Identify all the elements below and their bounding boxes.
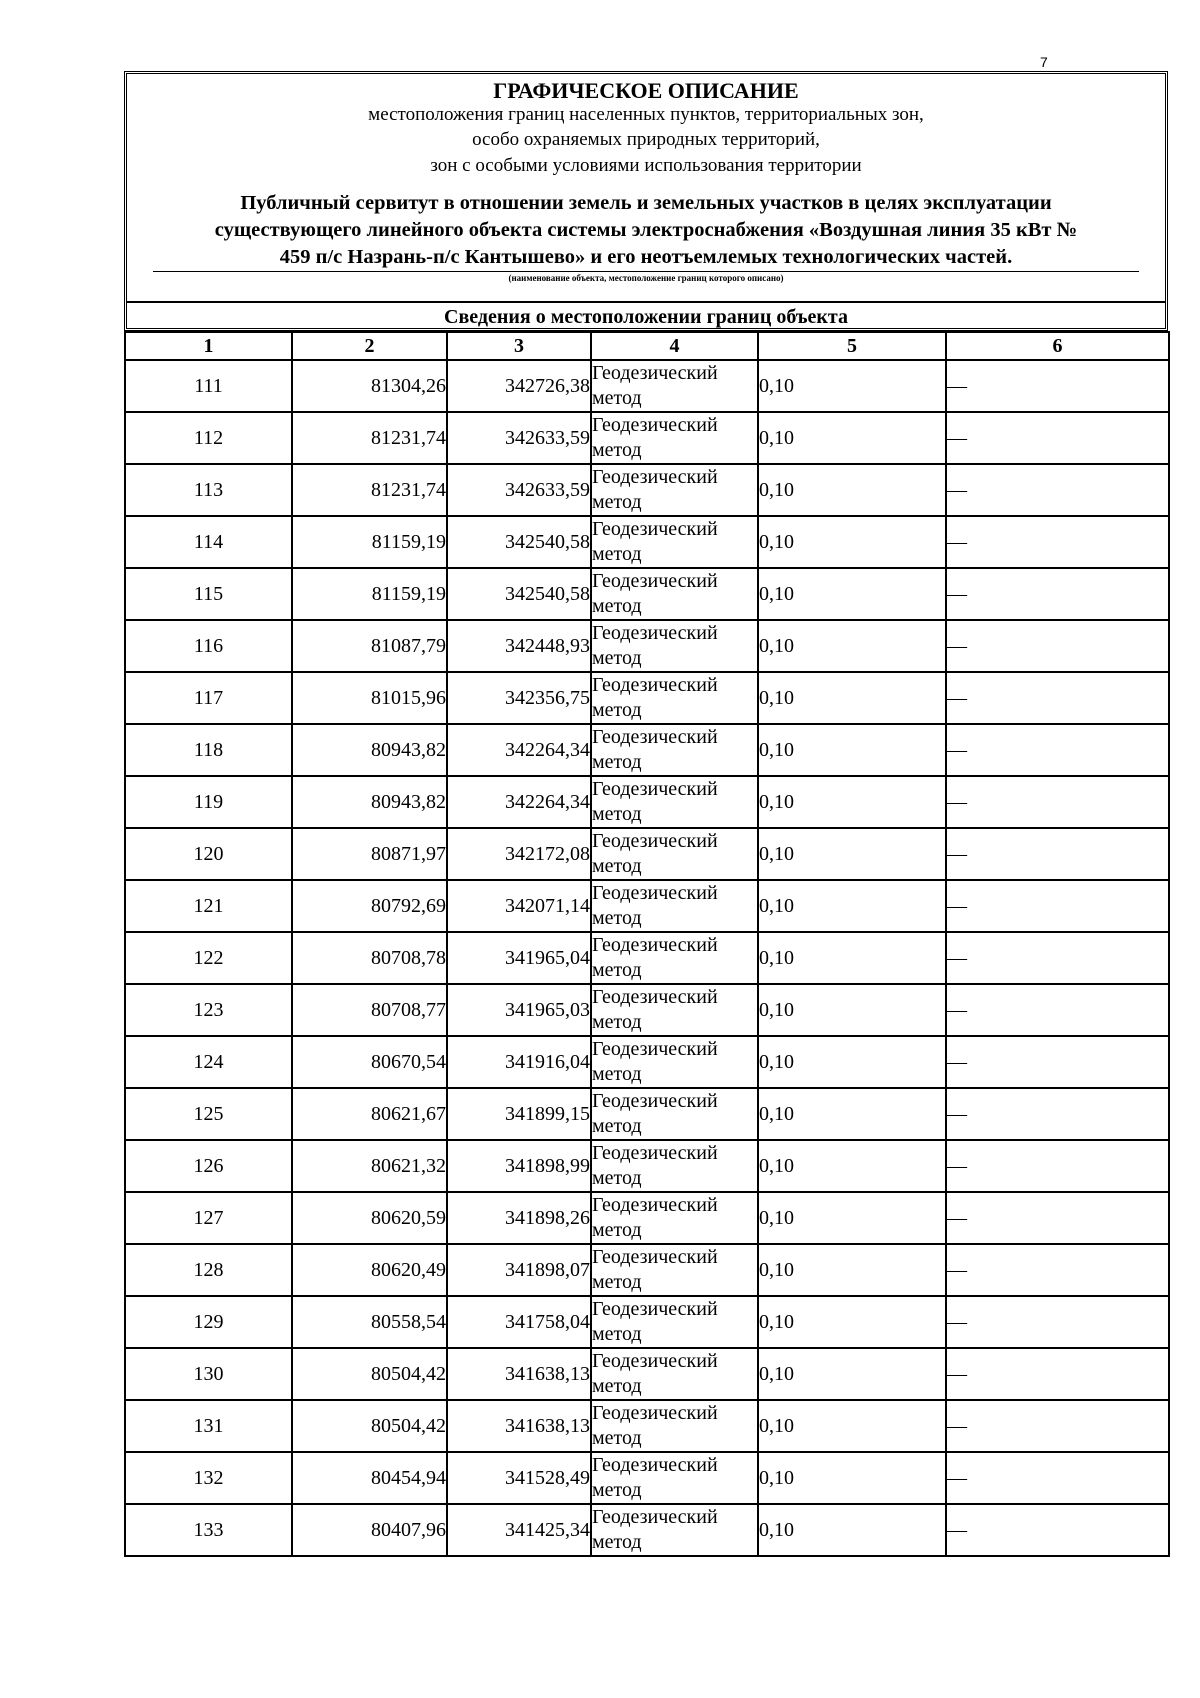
description-cell xyxy=(946,1400,1169,1452)
dash-mark: — xyxy=(947,790,967,813)
document-header xyxy=(124,71,1168,331)
column-header: 1 xyxy=(125,332,292,360)
point-number-cell: 127 xyxy=(125,1192,292,1244)
dash-mark: — xyxy=(947,1362,967,1385)
point-number-cell: 113 xyxy=(125,464,292,516)
table-row xyxy=(125,1088,1169,1140)
dash-mark: — xyxy=(947,1466,967,1489)
column-header: 4 xyxy=(591,332,758,360)
accuracy-cell: 0,10 xyxy=(758,1348,946,1400)
description-cell xyxy=(946,360,1169,412)
table-row xyxy=(125,828,1169,880)
y-coordinate-cell: 341965,03 xyxy=(447,984,591,1036)
subtitle-line: зон с особыми условиями использования территории xyxy=(430,155,862,176)
description-cell xyxy=(946,1036,1169,1088)
x-coordinate-cell: 81304,26 xyxy=(292,360,447,412)
point-number-cell: 121 xyxy=(125,880,292,932)
accuracy-cell: 0,10 xyxy=(758,568,946,620)
dash-mark: — xyxy=(947,1310,967,1333)
section-divider xyxy=(127,301,1165,303)
page-number: 7 xyxy=(1040,54,1048,70)
subtitle-line: особо охраняемых природных территорий, xyxy=(472,129,820,150)
y-coordinate-cell: 341898,99 xyxy=(447,1140,591,1192)
table-row xyxy=(125,932,1169,984)
point-number-cell: 119 xyxy=(125,776,292,828)
dash-mark: — xyxy=(947,1414,967,1437)
x-coordinate-cell: 81159,19 xyxy=(292,568,447,620)
object-name-note: (наименование объекта, местоположение границ которого описано) xyxy=(508,273,784,283)
method-cell: Геодезический метод xyxy=(591,724,758,776)
column-header: 5 xyxy=(758,332,946,360)
coordinates-table xyxy=(124,331,1170,1557)
method-cell: Геодезический метод xyxy=(591,360,758,412)
accuracy-cell: 0,10 xyxy=(758,620,946,672)
description-cell xyxy=(946,880,1169,932)
table-row xyxy=(125,776,1169,828)
method-cell: Геодезический метод xyxy=(591,828,758,880)
description-cell xyxy=(946,620,1169,672)
y-coordinate-cell: 342540,58 xyxy=(447,516,591,568)
point-number-cell: 125 xyxy=(125,1088,292,1140)
document-title: ГРАФИЧЕСКОЕ ОПИСАНИЕ xyxy=(493,78,799,103)
table-row xyxy=(125,1244,1169,1296)
description-cell xyxy=(946,1088,1169,1140)
table-row xyxy=(125,1400,1169,1452)
description-cell xyxy=(946,776,1169,828)
accuracy-cell: 0,10 xyxy=(758,1244,946,1296)
dash-mark: — xyxy=(947,946,967,969)
description-cell xyxy=(946,1140,1169,1192)
x-coordinate-cell: 80943,82 xyxy=(292,724,447,776)
point-number-cell: 116 xyxy=(125,620,292,672)
y-coordinate-cell: 342264,34 xyxy=(447,776,591,828)
object-name-line: существующего линейного объекта системы электроснабжения «Воздушная линия 35 кВт № xyxy=(214,219,1078,241)
point-number-cell: 133 xyxy=(125,1504,292,1556)
dash-mark: — xyxy=(947,634,967,657)
table-row xyxy=(125,672,1169,724)
dash-mark: — xyxy=(947,1154,967,1177)
description-cell xyxy=(946,516,1169,568)
description-cell xyxy=(946,1452,1169,1504)
dash-mark: — xyxy=(947,374,967,397)
method-cell: Геодезический метод xyxy=(591,1244,758,1296)
y-coordinate-cell: 341425,34 xyxy=(447,1504,591,1556)
y-coordinate-cell: 342540,58 xyxy=(447,568,591,620)
accuracy-cell: 0,10 xyxy=(758,1400,946,1452)
method-cell: Геодезический метод xyxy=(591,932,758,984)
point-number-cell: 131 xyxy=(125,1400,292,1452)
table-row xyxy=(125,1192,1169,1244)
accuracy-cell: 0,10 xyxy=(758,1452,946,1504)
x-coordinate-cell: 80454,94 xyxy=(292,1452,447,1504)
method-cell: Геодезический метод xyxy=(591,464,758,516)
point-number-cell: 130 xyxy=(125,1348,292,1400)
dash-mark: — xyxy=(947,426,967,449)
accuracy-cell: 0,10 xyxy=(758,984,946,1036)
y-coordinate-cell: 341638,13 xyxy=(447,1400,591,1452)
y-coordinate-cell: 342071,14 xyxy=(447,880,591,932)
x-coordinate-cell: 81087,79 xyxy=(292,620,447,672)
dash-mark: — xyxy=(947,1518,967,1541)
x-coordinate-cell: 80407,96 xyxy=(292,1504,447,1556)
dash-mark: — xyxy=(947,478,967,501)
subtitle-line: местоположения границ населенных пунктов, территориальных зон, xyxy=(368,104,924,125)
table-row xyxy=(125,880,1169,932)
x-coordinate-cell: 81231,74 xyxy=(292,464,447,516)
object-name-line: Публичный сервитут в отношении земель и земельных участков в целях эксплуатации xyxy=(240,192,1052,214)
point-number-cell: 118 xyxy=(125,724,292,776)
description-cell xyxy=(946,984,1169,1036)
table-row xyxy=(125,724,1169,776)
table-row xyxy=(125,1452,1169,1504)
method-cell: Геодезический метод xyxy=(591,1504,758,1556)
y-coordinate-cell: 341638,13 xyxy=(447,1348,591,1400)
y-coordinate-cell: 342264,34 xyxy=(447,724,591,776)
table-header-row xyxy=(125,332,1169,360)
table-row xyxy=(125,984,1169,1036)
accuracy-cell: 0,10 xyxy=(758,516,946,568)
accuracy-cell: 0,10 xyxy=(758,776,946,828)
method-cell: Геодезический метод xyxy=(591,672,758,724)
dash-mark: — xyxy=(947,1206,967,1229)
y-coordinate-cell: 342356,75 xyxy=(447,672,591,724)
table-row xyxy=(125,568,1169,620)
dash-mark: — xyxy=(947,1102,967,1125)
description-cell xyxy=(946,724,1169,776)
method-cell: Геодезический метод xyxy=(591,568,758,620)
x-coordinate-cell: 80620,49 xyxy=(292,1244,447,1296)
dash-mark: — xyxy=(947,582,967,605)
y-coordinate-cell: 341528,49 xyxy=(447,1452,591,1504)
x-coordinate-cell: 80620,59 xyxy=(292,1192,447,1244)
x-coordinate-cell: 80504,42 xyxy=(292,1348,447,1400)
method-cell: Геодезический метод xyxy=(591,1192,758,1244)
dash-mark: — xyxy=(947,1050,967,1073)
point-number-cell: 128 xyxy=(125,1244,292,1296)
accuracy-cell: 0,10 xyxy=(758,1192,946,1244)
y-coordinate-cell: 342172,08 xyxy=(447,828,591,880)
x-coordinate-cell: 80504,42 xyxy=(292,1400,447,1452)
y-coordinate-cell: 341899,15 xyxy=(447,1088,591,1140)
description-cell xyxy=(946,1192,1169,1244)
point-number-cell: 124 xyxy=(125,1036,292,1088)
description-cell xyxy=(946,568,1169,620)
table-row xyxy=(125,1140,1169,1192)
table-row xyxy=(125,620,1169,672)
section-title: Сведения о местоположении границ объекта xyxy=(444,306,848,328)
accuracy-cell: 0,10 xyxy=(758,828,946,880)
x-coordinate-cell: 80943,82 xyxy=(292,776,447,828)
table-row xyxy=(125,464,1169,516)
description-cell xyxy=(946,932,1169,984)
point-number-cell: 126 xyxy=(125,1140,292,1192)
accuracy-cell: 0,10 xyxy=(758,360,946,412)
table-row xyxy=(125,360,1169,412)
x-coordinate-cell: 80621,32 xyxy=(292,1140,447,1192)
x-coordinate-cell: 80621,67 xyxy=(292,1088,447,1140)
accuracy-cell: 0,10 xyxy=(758,724,946,776)
dash-mark: — xyxy=(947,530,967,553)
table-row xyxy=(125,1504,1169,1556)
y-coordinate-cell: 341898,26 xyxy=(447,1192,591,1244)
description-cell xyxy=(946,828,1169,880)
method-cell: Геодезический метод xyxy=(591,880,758,932)
y-coordinate-cell: 341898,07 xyxy=(447,1244,591,1296)
description-cell xyxy=(946,1244,1169,1296)
y-coordinate-cell: 342726,38 xyxy=(447,360,591,412)
x-coordinate-cell: 81015,96 xyxy=(292,672,447,724)
dash-mark: — xyxy=(947,842,967,865)
x-coordinate-cell: 81159,19 xyxy=(292,516,447,568)
accuracy-cell: 0,10 xyxy=(758,464,946,516)
accuracy-cell: 0,10 xyxy=(758,1504,946,1556)
dash-mark: — xyxy=(947,686,967,709)
object-name-line: 459 п/с Назрань-п/с Кантышево» и его неотъемлемых технологических частей. xyxy=(279,246,1013,268)
y-coordinate-cell: 342633,59 xyxy=(447,412,591,464)
table-row xyxy=(125,1296,1169,1348)
table-row xyxy=(125,516,1169,568)
method-cell: Геодезический метод xyxy=(591,1452,758,1504)
column-header: 6 xyxy=(946,332,1169,360)
description-cell xyxy=(946,464,1169,516)
x-coordinate-cell: 80708,77 xyxy=(292,984,447,1036)
y-coordinate-cell: 342633,59 xyxy=(447,464,591,516)
dash-mark: — xyxy=(947,1258,967,1281)
point-number-cell: 120 xyxy=(125,828,292,880)
x-coordinate-cell: 80792,69 xyxy=(292,880,447,932)
accuracy-cell: 0,10 xyxy=(758,880,946,932)
x-coordinate-cell: 80708,78 xyxy=(292,932,447,984)
point-number-cell: 123 xyxy=(125,984,292,1036)
method-cell: Геодезический метод xyxy=(591,984,758,1036)
x-coordinate-cell: 80670,54 xyxy=(292,1036,447,1088)
table-row xyxy=(125,1036,1169,1088)
description-cell xyxy=(946,1504,1169,1556)
accuracy-cell: 0,10 xyxy=(758,1296,946,1348)
y-coordinate-cell: 341965,04 xyxy=(447,932,591,984)
method-cell: Геодезический метод xyxy=(591,1140,758,1192)
method-cell: Геодезический метод xyxy=(591,1400,758,1452)
column-header: 2 xyxy=(292,332,447,360)
description-cell xyxy=(946,412,1169,464)
point-number-cell: 112 xyxy=(125,412,292,464)
description-cell xyxy=(946,1348,1169,1400)
method-cell: Геодезический метод xyxy=(591,620,758,672)
dash-mark: — xyxy=(947,894,967,917)
method-cell: Геодезический метод xyxy=(591,412,758,464)
point-number-cell: 111 xyxy=(125,360,292,412)
method-cell: Геодезический метод xyxy=(591,1036,758,1088)
point-number-cell: 122 xyxy=(125,932,292,984)
point-number-cell: 114 xyxy=(125,516,292,568)
x-coordinate-cell: 80558,54 xyxy=(292,1296,447,1348)
method-cell: Геодезический метод xyxy=(591,516,758,568)
method-cell: Геодезический метод xyxy=(591,1348,758,1400)
point-number-cell: 117 xyxy=(125,672,292,724)
accuracy-cell: 0,10 xyxy=(758,932,946,984)
x-coordinate-cell: 81231,74 xyxy=(292,412,447,464)
description-cell xyxy=(946,672,1169,724)
point-number-cell: 115 xyxy=(125,568,292,620)
dash-mark: — xyxy=(947,998,967,1021)
name-underline xyxy=(153,271,1139,272)
table-row xyxy=(125,412,1169,464)
accuracy-cell: 0,10 xyxy=(758,1140,946,1192)
accuracy-cell: 0,10 xyxy=(758,1036,946,1088)
point-number-cell: 129 xyxy=(125,1296,292,1348)
x-coordinate-cell: 80871,97 xyxy=(292,828,447,880)
accuracy-cell: 0,10 xyxy=(758,412,946,464)
dash-mark: — xyxy=(947,738,967,761)
table-row xyxy=(125,1348,1169,1400)
column-header: 3 xyxy=(447,332,591,360)
y-coordinate-cell: 341758,04 xyxy=(447,1296,591,1348)
method-cell: Геодезический метод xyxy=(591,776,758,828)
y-coordinate-cell: 342448,93 xyxy=(447,620,591,672)
accuracy-cell: 0,10 xyxy=(758,1088,946,1140)
y-coordinate-cell: 341916,04 xyxy=(447,1036,591,1088)
description-cell xyxy=(946,1296,1169,1348)
accuracy-cell: 0,10 xyxy=(758,672,946,724)
point-number-cell: 132 xyxy=(125,1452,292,1504)
method-cell: Геодезический метод xyxy=(591,1088,758,1140)
method-cell: Геодезический метод xyxy=(591,1296,758,1348)
